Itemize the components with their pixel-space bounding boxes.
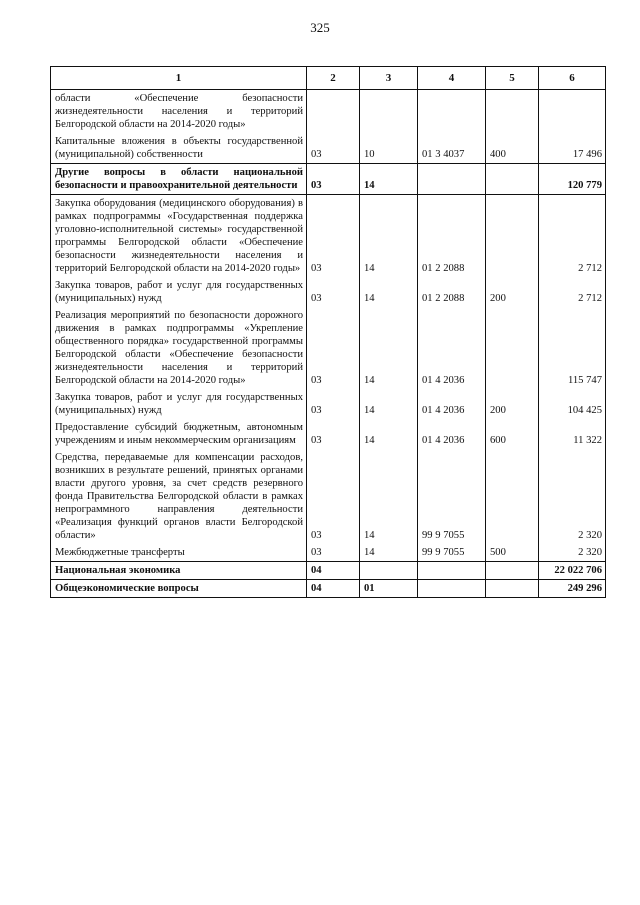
row-cell-c4: 01 4 2036	[418, 389, 486, 419]
row-cell-c3: 14	[360, 389, 418, 419]
row-cell-c3: 14	[360, 449, 418, 544]
row-cell-c3: 10	[360, 133, 418, 164]
table-row	[51, 90, 606, 134]
row-cell-c2: 03	[307, 133, 360, 164]
row-cell-c4	[418, 90, 486, 134]
row-cell-c4: 99 9 7055	[418, 449, 486, 544]
row-cell-c2	[307, 90, 360, 134]
row-cell-c3: 14	[360, 195, 418, 278]
row-cell-c5: 600	[486, 419, 539, 449]
row-cell-c2: 03	[307, 307, 360, 389]
row-cell-c5: 200	[486, 277, 539, 307]
row-cell-c2: 03	[307, 544, 360, 562]
table-row	[51, 544, 606, 562]
row-cell-c2: 03	[307, 449, 360, 544]
column-header-6: 6	[539, 67, 606, 90]
row-cell-c2: 03	[307, 419, 360, 449]
row-cell-c2: 03	[307, 195, 360, 278]
column-header-4: 4	[418, 67, 486, 90]
row-description: Национальная экономика	[51, 562, 307, 580]
row-description: Средства, передаваемые для компенсации расходов, возникших в результате решений, принятых органами власти другого уровня, за счет средств резервного фонда Правительства Белгородской области в рамках непрограммного направления деятельности «Реализация функций органов власти Белгородской области»	[51, 449, 307, 544]
row-cell-c2: 03	[307, 389, 360, 419]
row-description: Реализация мероприятий по безопасности дорожного движения в рамках подпрограммы «Укрепление общественного порядка» государственной программы Белгородской области «Обеспечение безопасности жизнедеятельности населения и территорий Белгородской области на 2014-2020 годы»	[51, 307, 307, 389]
row-cell-c2: 03	[307, 277, 360, 307]
row-description: Закупка оборудования (медицинского оборудования) в рамках подпрограммы «Государственная поддержка уголовно-исполнительной системы» государственной программы Белгородской области «Обеспечение безопасности жизнедеятельности населения и территорий Белгородской области на 2014-2020 годы»	[51, 195, 307, 278]
row-cell-c5	[486, 580, 539, 598]
row-cell-c5	[486, 164, 539, 195]
row-description: Закупка товаров, работ и услуг для государственных (муниципальных) нужд	[51, 277, 307, 307]
row-cell-c3: 14	[360, 544, 418, 562]
row-cell-c3	[360, 562, 418, 580]
row-cell-c6: 115 747	[539, 307, 606, 389]
row-cell-c5	[486, 90, 539, 134]
row-cell-c2: 03	[307, 164, 360, 195]
row-cell-c3	[360, 90, 418, 134]
row-description: Капитальные вложения в объекты государственной (муниципальной) собственности	[51, 133, 307, 164]
row-cell-c6: 2 712	[539, 277, 606, 307]
row-cell-c2: 04	[307, 580, 360, 598]
row-cell-c2: 04	[307, 562, 360, 580]
row-cell-c5: 400	[486, 133, 539, 164]
table-row	[51, 562, 606, 580]
row-cell-c5	[486, 562, 539, 580]
column-header-3: 3	[360, 67, 418, 90]
row-cell-c6	[539, 90, 606, 134]
table-row	[51, 164, 606, 195]
row-cell-c6: 2 712	[539, 195, 606, 278]
page-number: 325	[310, 20, 330, 35]
row-cell-c3: 14	[360, 277, 418, 307]
row-description: Межбюджетные трансферты	[51, 544, 307, 562]
column-header-1: 1	[51, 67, 307, 90]
table-row	[51, 133, 606, 164]
table-row	[51, 389, 606, 419]
row-cell-c6: 22 022 706	[539, 562, 606, 580]
table-row	[51, 419, 606, 449]
row-cell-c6: 104 425	[539, 389, 606, 419]
row-cell-c4: 01 2 2088	[418, 195, 486, 278]
header-row	[51, 67, 606, 90]
row-cell-c5	[486, 307, 539, 389]
table-row	[51, 307, 606, 389]
table-row	[51, 277, 606, 307]
row-description: Другие вопросы в области национальной безопасности и правоохранительной деятельности	[51, 164, 307, 195]
row-cell-c6: 120 779	[539, 164, 606, 195]
row-cell-c3: 14	[360, 307, 418, 389]
row-cell-c4	[418, 164, 486, 195]
row-description: Закупка товаров, работ и услуг для государственных (муниципальных) нужд	[51, 389, 307, 419]
row-cell-c6: 2 320	[539, 544, 606, 562]
row-cell-c3: 14	[360, 164, 418, 195]
table-row	[51, 195, 606, 278]
row-cell-c4: 01 3 4037	[418, 133, 486, 164]
row-description: Общеэкономические вопросы	[51, 580, 307, 598]
row-cell-c6: 2 320	[539, 449, 606, 544]
table-row	[51, 580, 606, 598]
row-cell-c3: 01	[360, 580, 418, 598]
row-cell-c4	[418, 580, 486, 598]
row-cell-c5: 200	[486, 389, 539, 419]
row-description: области «Обеспечение безопасности жизнедеятельности населения и территорий Белгородской области на 2014-2020 годы»	[51, 90, 307, 134]
row-cell-c5	[486, 195, 539, 278]
row-description: Предоставление субсидий бюджетным, автономным учреждениям и иным некоммерческим организациям	[51, 419, 307, 449]
row-cell-c4: 99 9 7055	[418, 544, 486, 562]
row-cell-c3: 14	[360, 419, 418, 449]
row-cell-c4: 01 2 2088	[418, 277, 486, 307]
row-cell-c6: 11 322	[539, 419, 606, 449]
budget-table	[50, 66, 606, 598]
row-cell-c6: 17 496	[539, 133, 606, 164]
row-cell-c4	[418, 562, 486, 580]
row-cell-c4: 01 4 2036	[418, 419, 486, 449]
row-cell-c5	[486, 449, 539, 544]
column-header-2: 2	[307, 67, 360, 90]
row-cell-c5: 500	[486, 544, 539, 562]
row-cell-c4: 01 4 2036	[418, 307, 486, 389]
table-row	[51, 449, 606, 544]
row-cell-c6: 249 296	[539, 580, 606, 598]
column-header-5: 5	[486, 67, 539, 90]
